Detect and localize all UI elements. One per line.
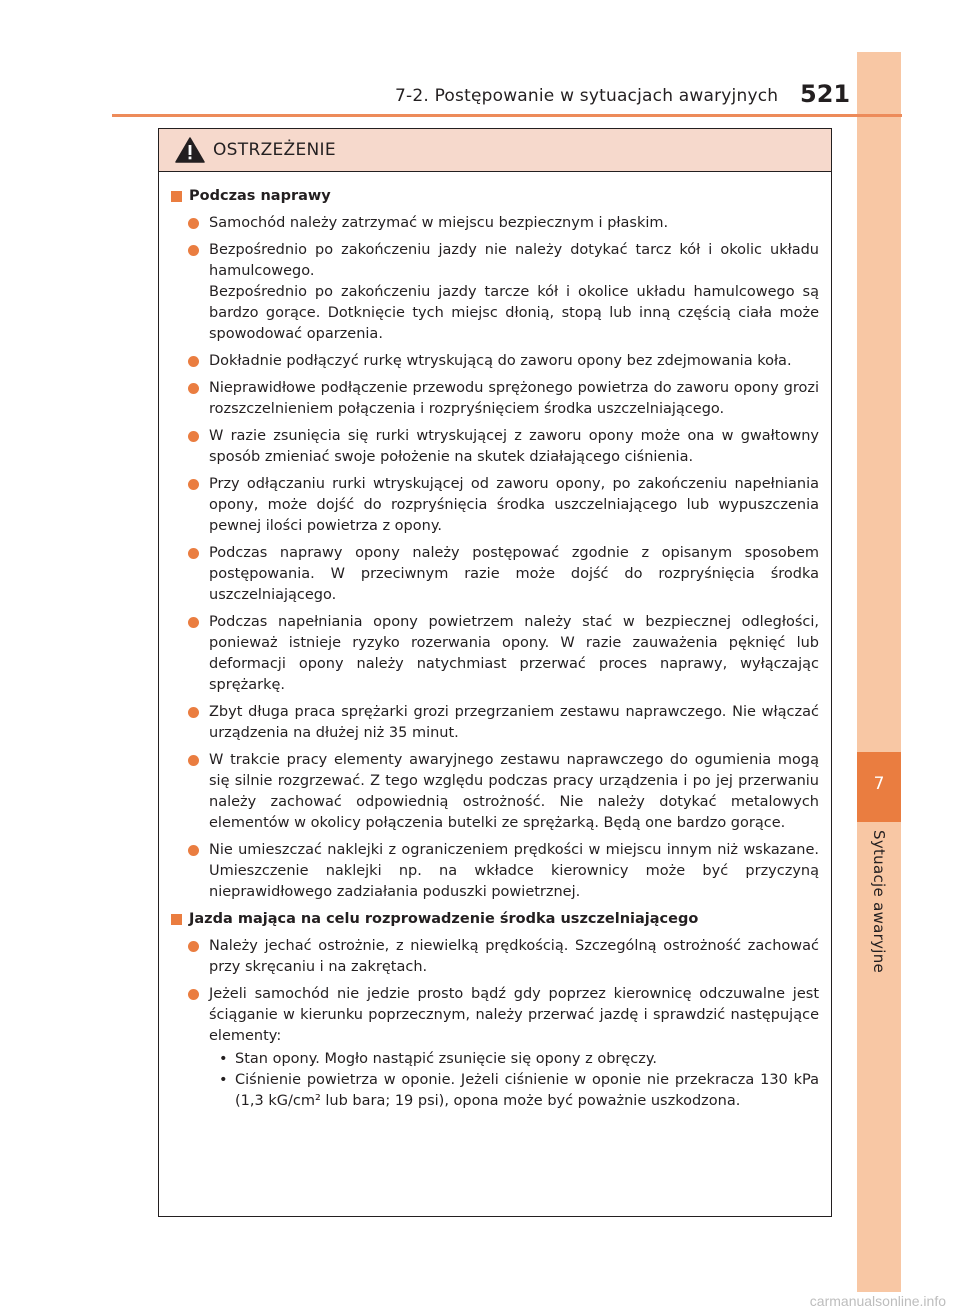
dot-bullet-icon <box>188 755 199 766</box>
running-header: 7-2. Postępowanie w sytuacjach awaryjnych <box>395 86 779 106</box>
item-text: Jeżeli samochód nie jedzie prosto bądź gdy poprzez kierownicę odczuwalne jest ściąganie w kierunku poprzecznym, należy przerwać jazdę i sprawdzić następujące elementy: <box>209 986 819 1044</box>
item-text: Zbyt długa praca sprężarki grozi przegrzaniem zestawu naprawczego. Nie włączać urządzenia na dłużej niż 35 minut. <box>209 704 819 741</box>
warning-body <box>159 172 831 1112</box>
section-heading-text: Jazda mająca na celu rozprowadzenie środka uszczelniającego <box>189 911 699 927</box>
square-bullet-icon <box>171 914 182 925</box>
page-number: 521 <box>800 80 851 108</box>
dot-bullet-icon <box>188 356 199 367</box>
dot-bullet-icon <box>188 845 199 856</box>
warning-triangle-icon <box>175 137 205 163</box>
warning-item <box>171 213 819 234</box>
item-text: Dokładnie podłączyć rurkę wtryskującą do zaworu opony bez zdejmowania koła. <box>209 353 792 369</box>
dot-bullet-icon <box>188 617 199 628</box>
item-text: Bezpośrednio po zakończeniu jazdy tarcze kół i okolice układu hamulcowego są bardzo gorące. Dotknięcie tych miejsc dłonią, stopą lub inną częścią ciała może spowodować oparzenia. <box>209 284 819 342</box>
item-text: Nieprawidłowe podłączenie przewodu sprężonego powietrza do zaworu opony grozi rozszczelnieniem połączenia i rozpryśnięciem środka uszczelniającego. <box>209 380 819 417</box>
item-text: W trakcie pracy elementy awaryjnego zestawu naprawczego do ogumienia mogą się silnie rozgrzewać. Z tego względu podczas pracy urządzenia i po jej przerwaniu należy zachować odpowiednią ostrożność. Nie należy dotykać metalowych elementów w okolicy połączenia butelki ze sprężarką. Będą one bardzo gorące. <box>209 752 819 831</box>
item-text: Przy odłączaniu rurki wtryskującej od zaworu opony, po zakończeniu napełniania opony, może dojść do rozpryśnięcia środka uszczelniającego lub wypuszczenia pewnej ilości powietrza z opony. <box>209 476 819 534</box>
warning-item <box>171 612 819 696</box>
watermark: carmanualsonline.info <box>809 1293 946 1309</box>
warning-item <box>171 750 819 834</box>
warning-header <box>159 129 831 172</box>
warning-item <box>171 702 819 744</box>
warning-item <box>171 936 819 978</box>
warning-item <box>171 984 819 1112</box>
section-heading <box>171 909 819 930</box>
warning-item <box>171 351 819 372</box>
warning-item <box>171 378 819 420</box>
sub-list-item <box>209 1049 819 1070</box>
dot-bullet-icon <box>188 479 199 490</box>
sub-list-item <box>209 1070 819 1112</box>
item-text: Nie umieszczać naklejki z ograniczeniem prędkości w miejscu innym niż wskazane. Umieszczenie naklejki np. na wkładce kierownicy może być przyczyną nieprawidłowego zadziałania poduszki powietrznej. <box>209 842 819 900</box>
warning-item <box>171 426 819 468</box>
dot-bullet-icon <box>188 383 199 394</box>
dot-bullet-icon <box>188 218 199 229</box>
sub-list-text: Ciśnienie powietrza w oponie. Jeżeli ciśnienie w oponie nie przekracza 130 kPa (1,3 kG/cm² lub bara; 19 psi), opona może być poważnie uszkodzona. <box>235 1072 819 1109</box>
warning-box <box>158 128 832 1217</box>
warning-item <box>171 240 819 345</box>
warning-title: OSTRZEŻENIE <box>213 140 336 160</box>
chapter-name: Sytuacje awaryjne <box>870 830 888 974</box>
sub-list <box>209 1049 819 1112</box>
item-text: Należy jechać ostrożnie, z niewielką prędkością. Szczególną ostrożność zachować przy skręcaniu i na zakrętach. <box>209 938 819 975</box>
sub-list-text: Stan opony. Mogło nastąpić zsunięcie się opony z obręczy. <box>235 1051 657 1067</box>
dot-bullet-icon <box>188 989 199 1000</box>
dot-bullet-icon <box>188 941 199 952</box>
side-band <box>857 52 901 1292</box>
section-heading-text: Podczas naprawy <box>189 188 331 204</box>
dot-bullet-icon <box>188 431 199 442</box>
header-rule <box>112 114 902 117</box>
item-text: W razie zsunięcia się rurki wtryskującej z zaworu opony może ona w gwałtowny sposób zmieniać swoje położenie na skutek działającego ciśnienia. <box>209 428 819 465</box>
item-text: Podczas napełniania opony powietrzem należy stać w bezpiecznej odległości, ponieważ istnieje ryzyko rozerwania opony. W razie zauważenia pęknięć lub deformacji opony należy natychmiast przerwać proces naprawy, wyłączając sprężarkę. <box>209 614 819 693</box>
square-bullet-icon <box>171 191 182 202</box>
bullet-icon: • <box>219 1072 228 1088</box>
warning-item <box>171 840 819 903</box>
dot-bullet-icon <box>188 707 199 718</box>
dot-bullet-icon <box>188 548 199 559</box>
dot-bullet-icon <box>188 245 199 256</box>
warning-item <box>171 474 819 537</box>
item-text: Samochód należy zatrzymać w miejscu bezpiecznym i płaskim. <box>209 215 669 231</box>
chapter-number: 7 <box>873 774 885 794</box>
bullet-icon: • <box>219 1051 228 1067</box>
warning-item <box>171 543 819 606</box>
item-text: Podczas naprawy opony należy postępować zgodnie z opisanym sposobem postępowania. W przeciwnym razie może dojść do rozpryśnięcia środka uszczelniającego. <box>209 545 819 603</box>
item-text: Bezpośrednio po zakończeniu jazdy nie należy dotykać tarcz kół i okolic układu hamulcowego. <box>209 242 819 279</box>
section-heading <box>171 186 819 207</box>
